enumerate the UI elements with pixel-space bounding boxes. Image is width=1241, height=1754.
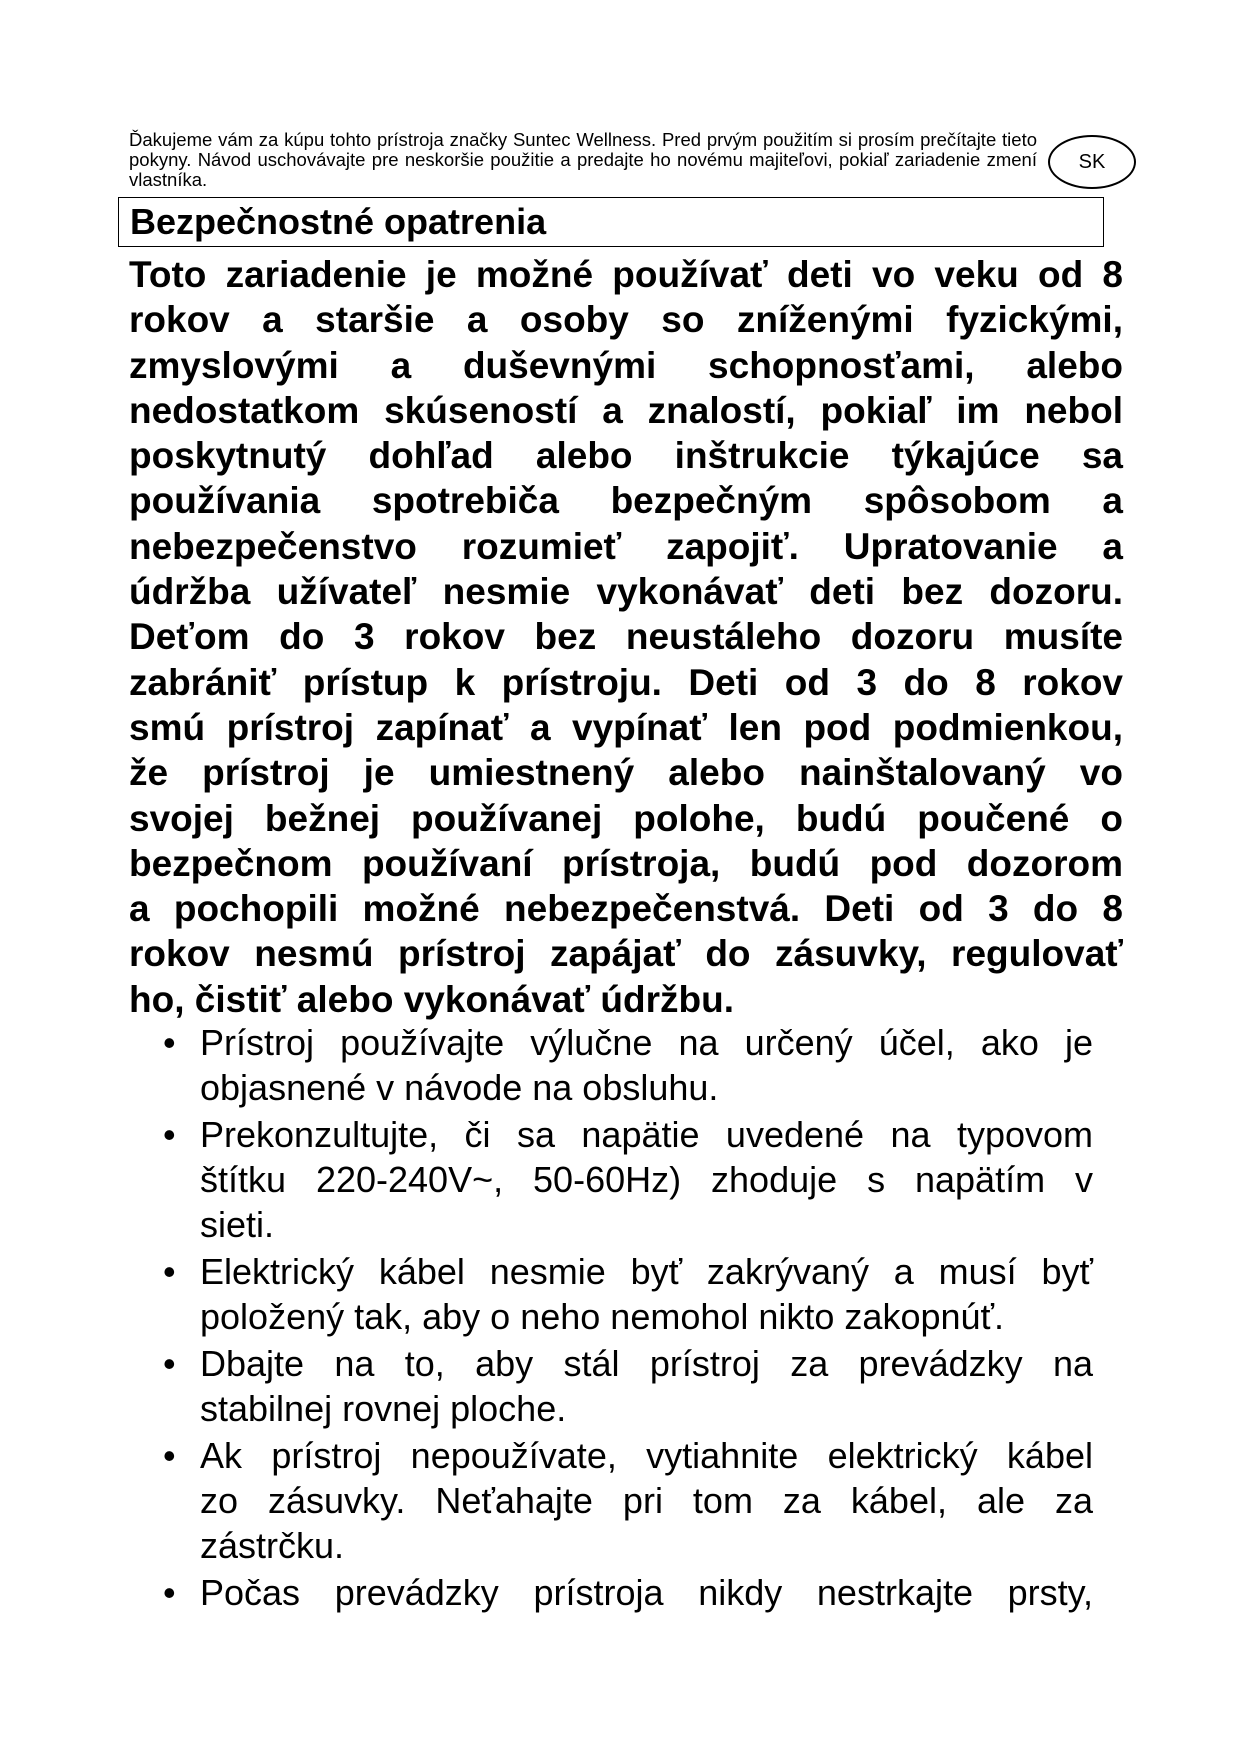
bullet-line: Elektrický kábel nesmie byť zakrývaný a musí byť xyxy=(200,1251,1093,1292)
bullet-line: zástrčku. xyxy=(200,1525,345,1566)
bullet-line: Ak prístroj nepoužívate, vytiahnite elektrický kábel xyxy=(200,1435,1093,1476)
list-item xyxy=(163,1020,1093,1110)
bullet-line: Prekonzultujte, či sa napätie uvedené na typovom xyxy=(200,1114,1093,1155)
warning-line: zmyslovými a duševnými schopnosťami, alebo xyxy=(129,344,1123,386)
warning-line: zabrániť prístup k prístroju. Deti od 3 do 8 rokov xyxy=(129,661,1123,703)
bullet-icon: • xyxy=(163,1114,176,1155)
bullet-line: Dbajte na to, aby stál prístroj za prevádzky na xyxy=(200,1343,1093,1384)
warning-line: poskytnutý dohľad alebo inštrukcie týkajúce sa xyxy=(129,435,1123,477)
language-badge: SK xyxy=(1048,135,1136,189)
warning-line: nebezpečenstvo rozumieť zapojiť. Upratovanie a xyxy=(129,525,1123,567)
safety-bullet-list xyxy=(163,1020,1093,1617)
bullet-icon: • xyxy=(163,1022,176,1063)
section-title: Bezpečnostné opatrenia xyxy=(130,201,547,242)
warning-line: ho, čistiť alebo vykonávať údržbu. xyxy=(129,978,734,1020)
list-item xyxy=(163,1112,1093,1247)
warning-line: nedostatkom skúseností a znalostí, pokiaľ im nebol xyxy=(129,389,1123,431)
list-item xyxy=(163,1249,1093,1339)
section-heading-box xyxy=(118,197,1104,247)
bullet-line: sieti. xyxy=(200,1204,275,1245)
warning-line: používania spotrebiča bezpečným spôsobom a xyxy=(129,480,1123,522)
warning-line: a pochopili možné nebezpečenstvá. Deti od 3 do 8 xyxy=(129,888,1123,930)
warning-line: Toto zariadenie je možné používať deti vo veku od 8 xyxy=(129,254,1123,295)
bullet-line: stabilnej rovnej ploche. xyxy=(200,1388,567,1429)
bullet-line: Počas prevádzky prístroja nikdy nestrkajte prsty, xyxy=(200,1572,1093,1613)
bullet-icon: • xyxy=(163,1251,176,1292)
warning-line: svojej bežnej používanej polohe, budú poučené o xyxy=(129,797,1123,839)
warning-line: rokov a staršie a osoby so zníženými fyzickými, xyxy=(129,299,1123,341)
bullet-line: zo zásuvky. Neťahajte pri tom za kábel, ale za xyxy=(200,1480,1093,1521)
safety-warning-paragraph xyxy=(129,252,1123,1022)
bullet-line: Prístroj používajte výlučne na určený účel, ako je xyxy=(200,1022,1093,1063)
warning-line: údržba užívateľ nesmie vykonávať deti bez dozoru. xyxy=(129,571,1123,613)
intro-paragraph: Ďakujeme vám za kúpu tohto prístroja značky Suntec Wellness. Pred prvým použitím si prosím prečítajte tieto pokyny. Návod uschovávajte pre neskoršie použitie a predajte ho novému majiteľovi, pokiaľ zariadenie zmení vlastníka. xyxy=(129,129,1037,190)
warning-line: smú prístroj zapínať a vypínať len pod podmienkou, xyxy=(129,706,1123,748)
warning-line: bezpečnom používaní prístroja, budú pod dozorom xyxy=(129,842,1123,884)
bullet-icon: • xyxy=(163,1343,176,1384)
warning-line: rokov nesmú prístroj zapájať do zásuvky, regulovať xyxy=(129,933,1123,975)
bullet-line: objasnené v návode na obsluhu. xyxy=(200,1067,719,1108)
bullet-line: položený tak, aby o neho nemohol nikto zakopnúť. xyxy=(200,1296,1005,1337)
list-item xyxy=(163,1341,1093,1431)
bullet-line: štítku 220-240V~, 50-60Hz) zhoduje s napätím v xyxy=(200,1159,1093,1200)
bullet-icon: • xyxy=(163,1572,176,1613)
warning-line: že prístroj je umiestnený alebo nainštalovaný vo xyxy=(129,752,1123,794)
bullet-icon: • xyxy=(163,1435,176,1476)
warning-line: Deťom do 3 rokov bez neustáleho dozoru musíte xyxy=(129,616,1123,658)
list-item xyxy=(163,1433,1093,1568)
list-item xyxy=(163,1570,1093,1615)
